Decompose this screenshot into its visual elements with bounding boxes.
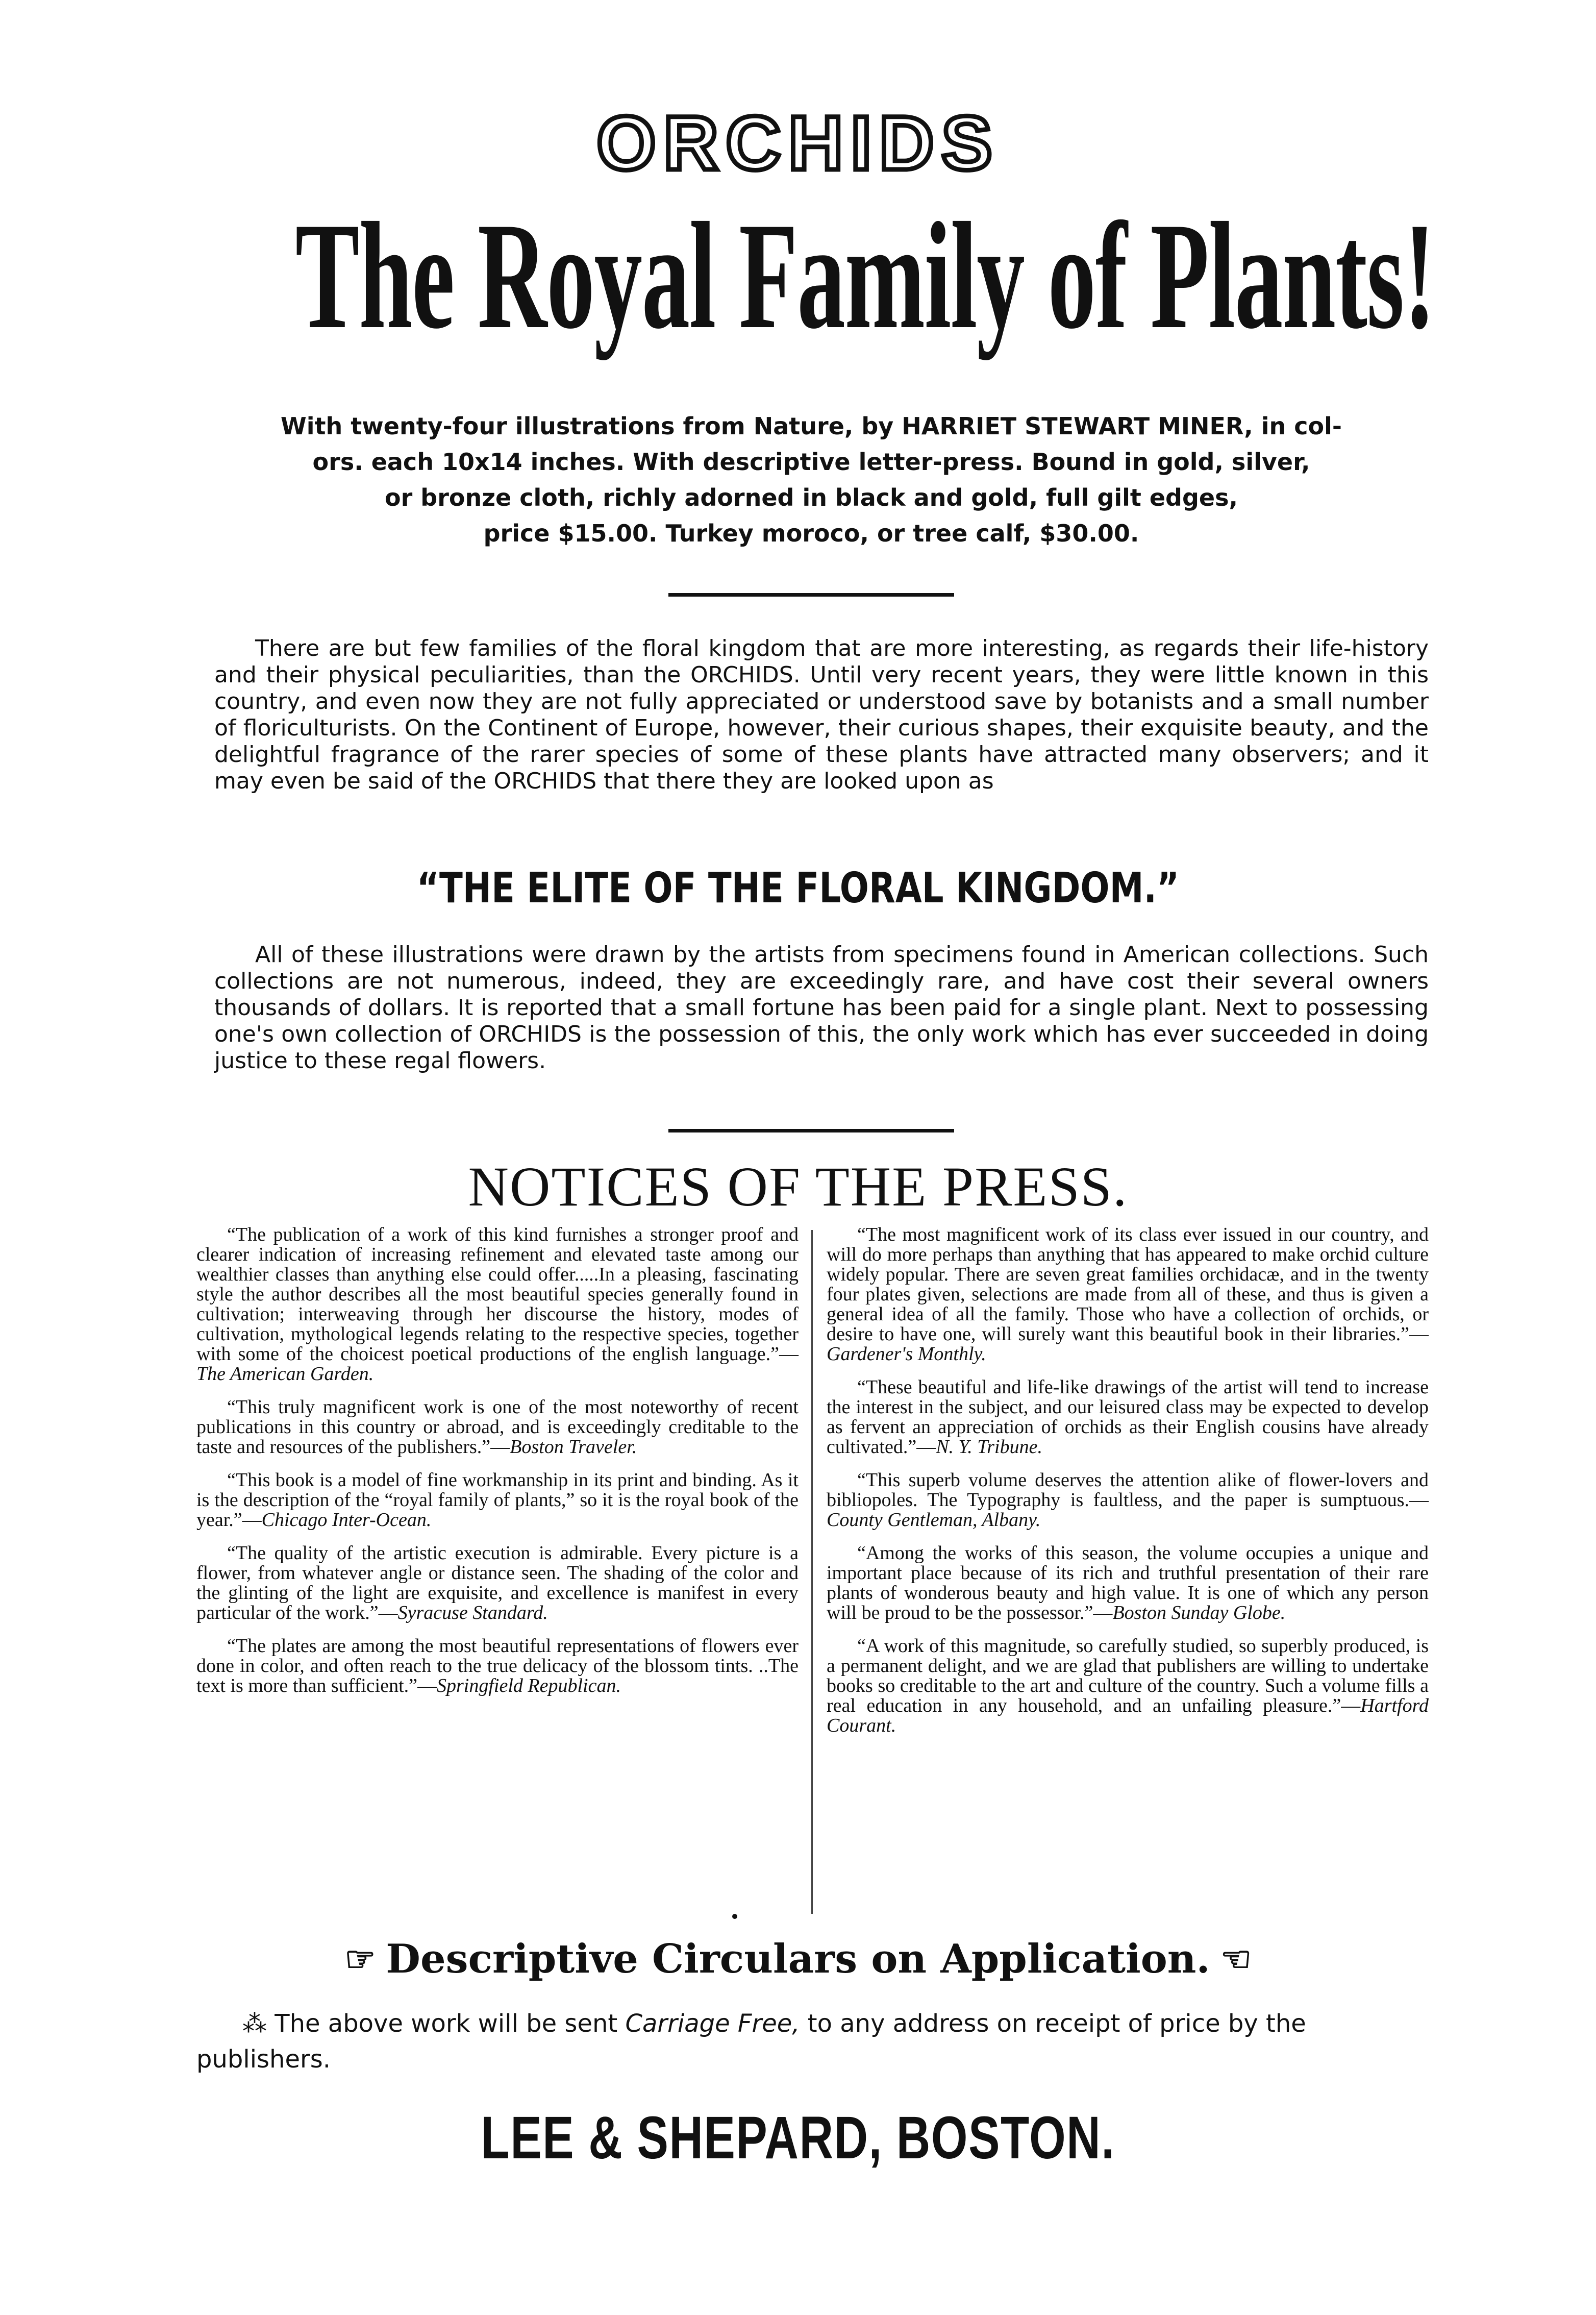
notice-source: Boston Sunday Globe. (1112, 1602, 1286, 1623)
decorative-dot (732, 1914, 737, 1919)
notice-text: “This book is a model of fine workmanship in its print and binding. As it is the description of the “royal family of plants,” so it is the royal book of the year.”— (196, 1469, 799, 1531)
intro-line-2: ors. each 10x14 inches. With descriptive letter-press. Bound in gold, silver, (312, 448, 1310, 476)
press-notices-right-column (827, 1225, 1429, 1749)
notice-source: The American Garden. (196, 1363, 374, 1385)
intro-line-4: price $15.00. Turkey moroco, or tree calf, $30.00. (483, 520, 1139, 547)
notice-text: “A work of this magnitude, so carefully studied, so superbly produced, is a permanent delight, and we are glad that publishers are willing to undertake books so creditable to the art and culture of the country. Such a volume fills a real education in any household, and an unfailing pleasure.”— (827, 1635, 1429, 1716)
notice-source: Hartford Courant. (827, 1695, 1429, 1736)
body-paragraph-1: There are but few families of the floral kingdom that are more interesting, as regards their life-history and their physical peculiarities, than the ORCHIDS. Until very recent years, they were little known in this country, and even now they are not fully appreciated or understood save by botanists and a small number of floriculturists. On the Continent of Europe, however, their curious shapes, their exquisite beauty, and the delightful fragrance of the rarer species of some of these plants have attracted many observers; and it may even be said of the ORCHIDS that there they are looked upon as (214, 635, 1429, 794)
notice-source: N. Y. Tribune. (936, 1436, 1042, 1458)
press-notice (827, 1470, 1429, 1530)
press-notice (196, 1225, 799, 1384)
press-notices-left-column (196, 1225, 799, 1709)
press-notice (196, 1636, 799, 1696)
carriage-free-text: Carriage Free, (625, 2009, 800, 2038)
body-paragraph-2: All of these illustrations were drawn by the artists from specimens found in American collections. Such collections are not numerous, indeed, they are exceedingly rare, and have cost their several owners thousands of dollars. It is reported that a small fortune has been paid for a single plant. Next to possessing one's own collection of ORCHIDS is the possession of this, the only work which has ever succeeded in doing justice to these regal flowers. (214, 942, 1429, 1074)
publisher-imprint: LEE & SHEPARD, BOSTON. (481, 2104, 1115, 2172)
notice-source: Boston Traveler. (510, 1436, 637, 1458)
notice-text: “This superb volume deserves the attention alike of flower-lovers and bibliopoles. The Typography is faultless, and the paper is sumptuous.— (827, 1469, 1429, 1511)
notice-source: Syracuse Standard. (397, 1602, 548, 1623)
divider-rule-1 (668, 593, 954, 597)
press-notice (827, 1377, 1429, 1457)
notice-text: “The quality of the artistic execution is admirable. Every picture is a flower, from whatever angle or distance seen. The shading of the color and the glinting of the light are exquisite, and excellence is manifest in every particular of the work.”— (196, 1542, 799, 1623)
intro-line-1: With twenty-four illustrations from Nature, by HARRIET STEWART MINER, in col- (281, 412, 1342, 440)
main-title: The Royal Family of Plants! (295, 191, 1435, 360)
pointing-hand-icon: ☞ (1220, 1938, 1252, 1980)
carriage-suffix: to any address on receipt of price by the publishers. (196, 2009, 1306, 2074)
notice-text: “The publication of a work of this kind furnishes a stronger proof and clearer indication of increasing refinement and elevated taste among our wealthier classes than anything else could offer.....In a pleasing, fascinating style the author describes all the most beautiful species generally found in cultivation; interweaving through her discourse the history, modes of cultivation, mythological legends relating to the respective species, together with some of the choicest poetical productions of the english language.”— (196, 1224, 799, 1365)
notice-text: “The plates are among the most beautiful representations of flowers ever done in color, and often reach to the true delicacy of the blossom tints. ..The text is more than sufficient.”— (196, 1635, 799, 1696)
orchids-heading: ORCHIDS (596, 100, 1000, 186)
intro-line-3: or bronze cloth, richly adorned in black and gold, full gilt edges, (385, 484, 1238, 511)
notice-text: “These beautiful and life-like drawings of the artist will tend to increase the interest in the subject, and our leisured class may be expected to develop as fervent an appreciation of orchids as their English cousins have already cultivated.”— (827, 1376, 1429, 1458)
press-notice (827, 1636, 1429, 1736)
notice-text: “Among the works of this season, the volume occupies a unique and important place because of its rich and truthful presentation of their rare plants of wonderous beauty and high value. It is one of which any person will be proud to be the possessor.”— (827, 1542, 1429, 1623)
press-notice (196, 1543, 799, 1623)
circulars-banner (0, 1936, 1596, 1982)
carriage-prefix: ⁂ The above work will be sent (242, 2009, 626, 2038)
notices-heading: NOTICES OF THE PRESS. (468, 1155, 1128, 1218)
notice-source: Chicago Inter-Ocean. (261, 1509, 432, 1531)
press-notice (196, 1397, 799, 1457)
intro-description (199, 408, 1424, 551)
press-notice (827, 1543, 1429, 1623)
notice-source: Gardener's Monthly. (827, 1343, 986, 1365)
notice-source: Springfield Republican. (437, 1675, 621, 1696)
elite-heading: “THE ELITE OF THE FLORAL KINGDOM.” (416, 864, 1180, 913)
column-divider (811, 1230, 813, 1914)
divider-rule-2 (668, 1129, 954, 1132)
pointing-hand-icon: ☞ (344, 1938, 376, 1980)
carriage-free-notice (196, 2006, 1431, 2077)
circulars-text: Descriptive Circulars on Application. (386, 1936, 1210, 1982)
press-notice (827, 1225, 1429, 1364)
notice-text: “The most magnificent work of its class ever issued in our country, and will do more perhaps than anything that has appeared to make orchid culture widely popular. There are seven great families orchidacæ, and in the twenty four plates given, selections are made from all of these, and thus is given a general idea of all the family. Those who have a collection of orchids, or desire to have one, will surely want this beautiful book in their libraries.”— (827, 1224, 1429, 1345)
notice-source: County Gentleman, Albany. (827, 1509, 1041, 1531)
notice-text: “This truly magnificent work is one of the most noteworthy of recent publications in this country or abroad, and is exceedingly creditable to the taste and resources of the publishers.”— (196, 1396, 799, 1458)
press-notice (196, 1470, 799, 1530)
